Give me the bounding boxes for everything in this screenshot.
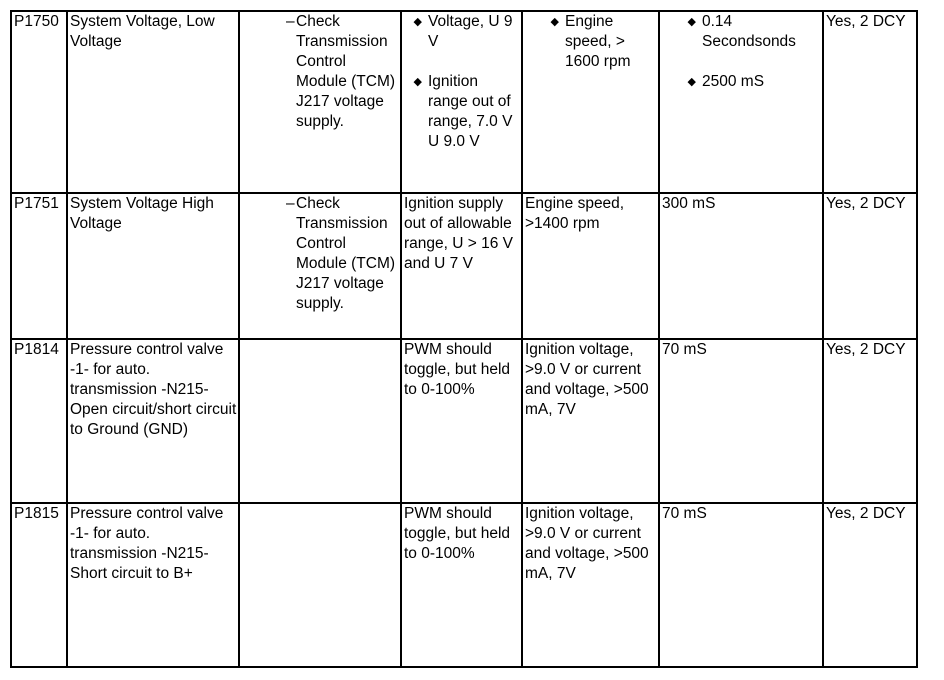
mil-status: Yes, 2 DCY [823,193,917,339]
condition-text: PWM should toggle, but held to 0-100% [401,339,522,503]
check-cell [239,193,401,339]
bullet-icon: ◆ [687,76,696,88]
check-text: Check Transmission Control Module (TCM) J217 voltage supply. [296,195,396,312]
check-cell [239,339,401,503]
fault-description: Pressure control valve -1- for auto. transmission -N215- Short circuit to B+ [67,503,239,667]
enable-text: Ignition voltage, >9.0 V or current and voltage, >500 mA, 7V [522,503,659,667]
table-row [11,339,917,503]
enable-cell [522,11,659,193]
list-item [662,12,822,52]
bullet-icon: ◆ [550,16,559,28]
time-cell [659,11,823,193]
dtc-code: P1814 [11,339,67,503]
check-text: Check Transmission Control Module (TCM) J217 voltage supply. [296,13,396,130]
condition-cell [401,11,522,193]
time-text: 0.14 Secondsonds [702,13,796,50]
table-row [11,193,917,339]
enable-text: Engine speed, > 1600 rpm [565,13,631,70]
condition-text: PWM should toggle, but held to 0-100% [401,503,522,667]
dash-icon: – [286,195,295,212]
list-item [662,72,822,92]
dash-icon: – [286,13,295,30]
fault-description: System Voltage, Low Voltage [67,11,239,193]
fault-description: Pressure control valve -1- for auto. transmission -N215- Open circuit/short circuit to Ground (GND) [67,339,239,503]
bullet-icon: ◆ [413,76,422,88]
dtc-code: P1751 [11,193,67,339]
list-item [404,12,521,52]
time-text: 70 mS [659,503,823,667]
bullet-icon: ◆ [687,16,696,28]
time-text: 300 mS [659,193,823,339]
check-cell [239,503,401,667]
condition-text: Ignition range out of range, 7.0 V U 9.0 V [428,73,513,150]
table-row [11,503,917,667]
list-item [525,12,658,72]
enable-text: Ignition voltage, >9.0 V or current and voltage, >500 mA, 7V [522,339,659,503]
condition-text: Ignition supply out of allowable range, U > 16 V and U 7 V [401,193,522,339]
list-item [404,72,521,152]
dtc-code: P1750 [11,11,67,193]
check-cell [239,11,401,193]
mil-status: Yes, 2 DCY [823,503,917,667]
mil-status: Yes, 2 DCY [823,11,917,193]
dtc-table [10,10,918,668]
fault-description: System Voltage High Voltage [67,193,239,339]
time-text: 2500 mS [702,73,765,90]
table-row [11,11,917,193]
condition-text: Voltage, U 9 V [428,13,513,50]
bullet-icon: ◆ [413,16,422,28]
time-text: 70 mS [659,339,823,503]
dtc-code: P1815 [11,503,67,667]
mil-status: Yes, 2 DCY [823,339,917,503]
enable-text: Engine speed, >1400 rpm [522,193,659,339]
